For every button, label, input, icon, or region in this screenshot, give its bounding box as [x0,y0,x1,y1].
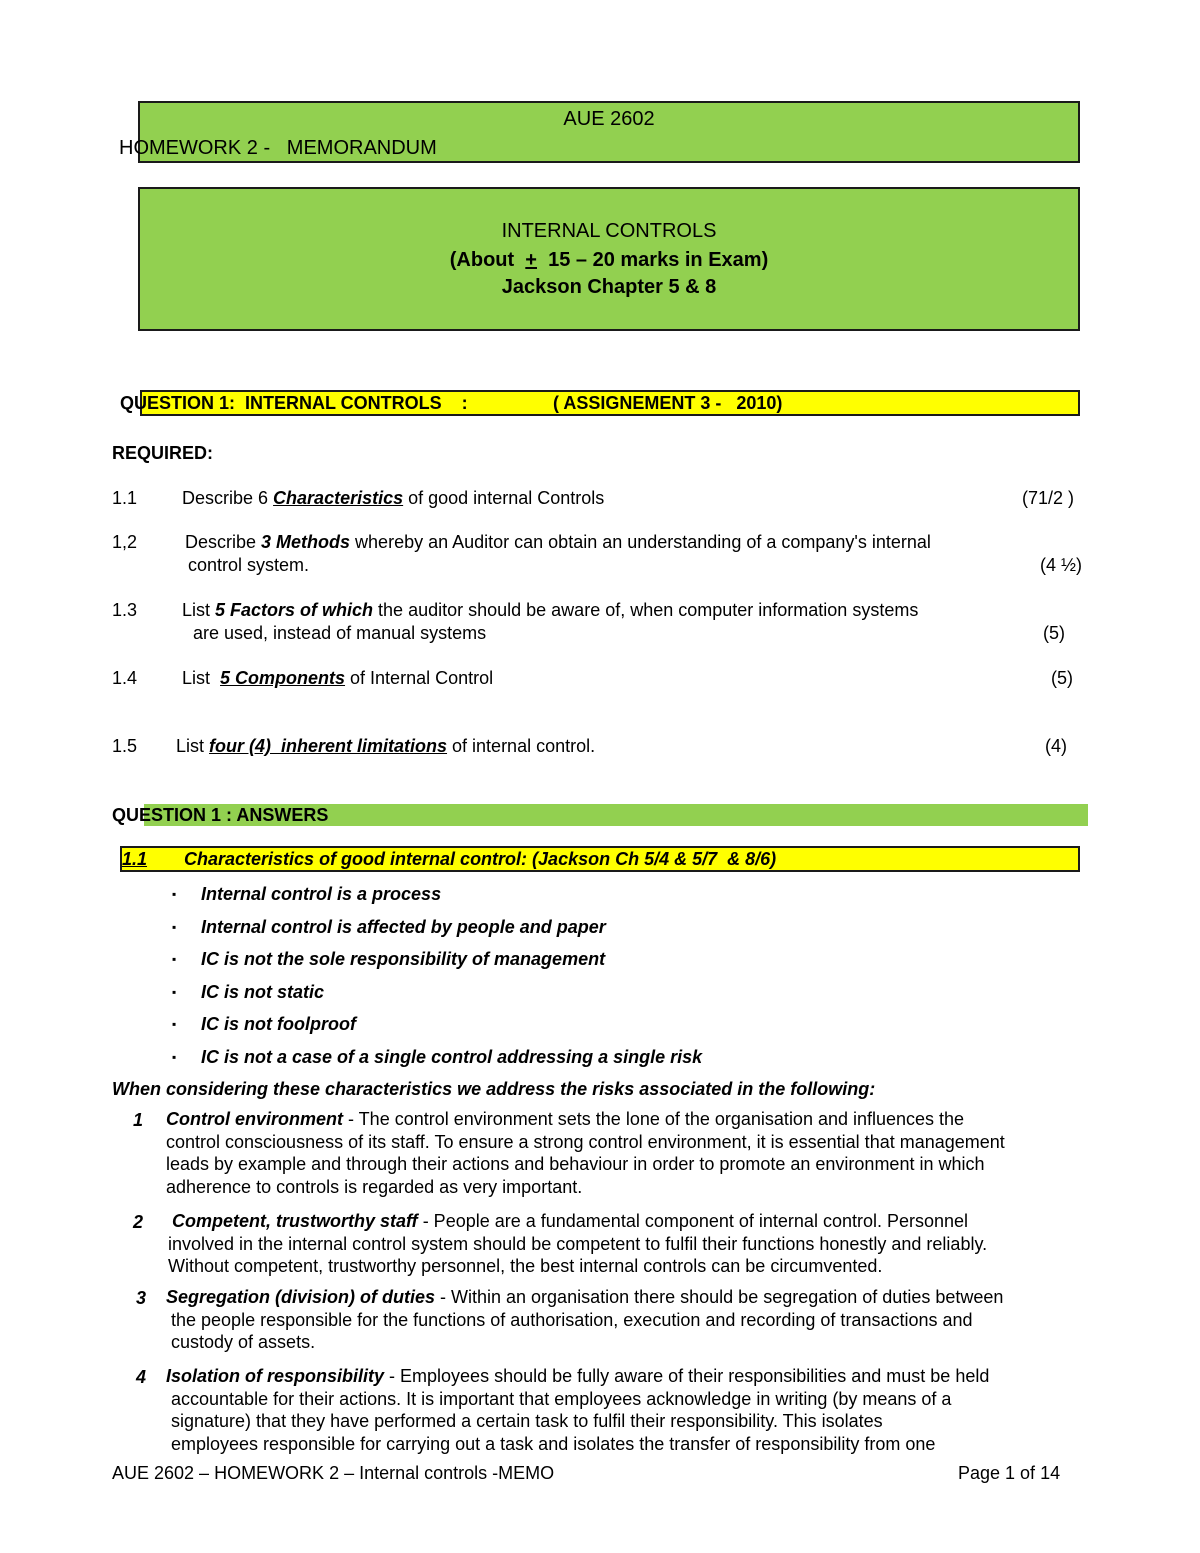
list-item: ▪ IC is not static [172,981,325,1002]
footer-left: AUE 2602 – HOMEWORK 2 – Internal controls -MEMO [112,1463,555,1483]
point-paragraph: Control environment - The control environment sets the lone of the organisation and influences the control consciousness of its staff. To ensure a strong control environment, it is essential that management leads by example and through their actions and behaviour in order to promote an environment in which adherence to controls is regarded as very important. [166,1109,1005,1197]
point-paragraph: Competent, trustworthy staff - People are a fundamental component of internal control. Personnel involved in the internal control system should be competent to fulfil their functions honestly and reliably. Without competent, trustworthy personnel, the best internal controls can be circumvented. [168,1211,988,1276]
item-number: 1.3 [112,600,138,620]
bullet-icon: ▪ [172,887,177,901]
item-text: Describe 3 Methods whereby an Auditor can obtain an understanding of a company's internal [185,532,931,552]
bullet-icon: ▪ [172,952,177,967]
answers-heading: QUESTION 1 : ANSWERS [112,805,329,825]
item-marks: (4 ½) [1040,555,1083,575]
required-item [112,668,137,689]
point-title: Competent, trustworthy staff [172,1211,418,1231]
answers-intro: When considering these characteristics we address the risks associated in the following: [112,1079,876,1099]
item-marks: (71/2 ) [1022,488,1075,508]
item-text-continued: are used, instead of manual systems [193,623,487,643]
list-item: ▪ IC is not a case of a single control addressing a single risk [172,1046,703,1067]
required-item [112,600,137,621]
point-number: 4 [136,1367,147,1387]
topic-title: INTERNAL CONTROLS [501,220,717,242]
item-number: 1.5 [112,736,138,756]
item-number: 1,2 [112,532,138,552]
item-text-continued: control system. [188,555,310,575]
item-text: List four (4) inherent limitations of internal control. [176,736,596,756]
item-marks: (5) [1043,623,1065,643]
item-marks: (4) [1045,736,1067,756]
bullet-icon: ▪ [172,984,177,999]
point-number: 2 [133,1212,144,1232]
subheading-title: Characteristics of good internal control: (Jackson Ch 5/4 & 5/7 & 8/6) [184,849,777,869]
list-item: ▪ Internal control is a process [172,884,442,904]
list-item: ▪ IC is not foolproof [172,1014,356,1035]
item-text: Describe 6 Characteristics of good internal Controls [182,488,605,508]
course-code: AUE 2602 [563,108,655,130]
topic-reference: Jackson Chapter 5 & 8 [501,276,717,298]
bullet-icon: ▪ [172,1049,177,1064]
point-paragraph: Segregation (division) of duties - Within an organisation there should be segregation of duties between the people responsible for the functions of authorisation, execution and recording of transactions and custody of assets. [166,1287,1004,1352]
document-title: HOMEWORK 2 - MEMORANDUM [119,137,437,159]
required-item [112,488,137,509]
list-item: ▪ Internal control is affected by people and paper [172,916,606,937]
required-item [112,736,137,757]
point-title: Isolation of responsibility [166,1366,385,1386]
point-number: 1 [133,1110,144,1130]
list-item: ▪ IC is not the sole responsibility of management [172,949,606,970]
item-text: List 5 Components of Internal Control [182,668,494,688]
question-assignment: ( ASSIGNEMENT 3 - 2010) [553,393,783,413]
question-heading: QUESTION 1: INTERNAL CONTROLS : [120,393,468,413]
point-title: Segregation (division) of duties [166,1287,436,1307]
subheading-number: 1.1 [122,849,148,869]
topic-marks: (About + 15 – 20 marks in Exam) [449,249,769,271]
bullet-list [172,884,702,1080]
page-number: Page 1 of 14 [958,1463,1061,1483]
point-title: Control environment [166,1109,344,1129]
item-marks: (5) [1051,668,1073,688]
point-number: 3 [136,1288,147,1308]
bullet-icon: ▪ [172,1017,177,1032]
bullet-icon: ▪ [172,919,177,934]
required-label: REQUIRED: [112,443,214,463]
point-paragraph: Isolation of responsibility - Employees should be fully aware of their responsibilities and must be held accountable for their actions. It is important that employees acknowledge in writing (by means of a signature) that they have performed a certain task to fulfil their responsibility. This isolates employees responsible for carrying out a task and isolates the transfer of responsibility from one [166,1366,990,1454]
required-item [112,532,137,553]
item-number: 1.1 [112,488,138,508]
item-number: 1.4 [112,668,138,688]
item-text: List 5 Factors of which the auditor should be aware of, when computer information systems [182,600,919,620]
